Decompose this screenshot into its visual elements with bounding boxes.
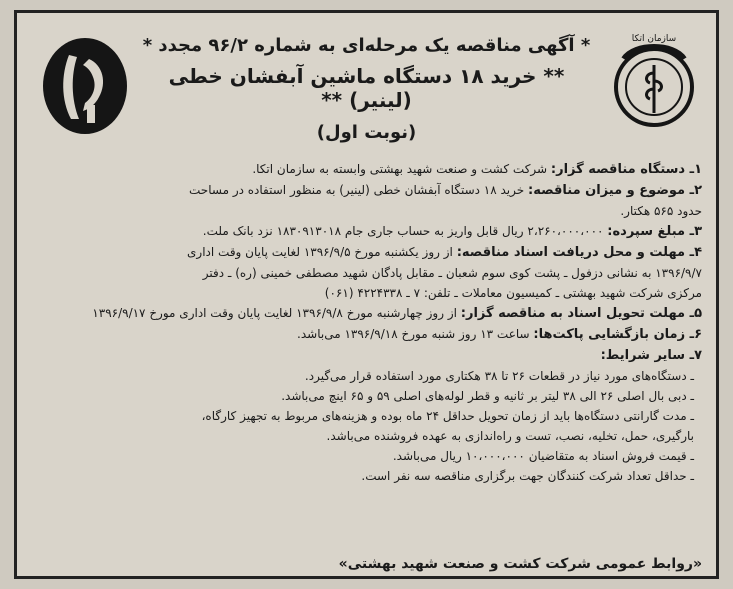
section-2-text: خرید ۱۸ دستگاه آبفشان خطی (لینیر) به منظور استفاده در مساحت — [189, 183, 525, 197]
section-3-label: ۳ـ مبلغ سپرده: — [607, 224, 702, 239]
section-5-label: ۵ـ مهلت تحویل اسناد به مناقصه گزار: — [460, 306, 702, 321]
advertisement-header — [137, 29, 596, 143]
condition-4: ـ قیمت فروش اسناد به متقاضیان ۱۰،۰۰۰،۰۰۰ ریال می‌باشد. — [392, 449, 694, 463]
section-7 — [31, 345, 702, 366]
condition-1: ـ دستگاه‌های مورد نیاز در قطعات ۲۶ تا ۳۸ هکتاری مورد استفاده قرار می‌گیرد. — [304, 369, 694, 383]
section-5 — [31, 303, 702, 324]
public-relations-signature: «روابط عمومی شرکت کشت و صنعت شهید بهشتی» — [338, 556, 702, 572]
logo-caption: سازمان اتکا — [631, 34, 677, 44]
etka-organization-logo-icon — [606, 29, 702, 139]
tender-subject-title: ** خرید ۱۸ دستگاه ماشین آبفشان خطی (لینیر) ** — [168, 64, 565, 112]
section-2-label: ۲ـ موضوع و میزان مناقصه: — [528, 183, 702, 198]
section-1-text: شرکت کشت و صنعت شهید بهشتی وابسته به سازمان اتکا. — [252, 162, 548, 176]
advertisement-frame — [14, 10, 719, 579]
section-1 — [31, 159, 702, 180]
section-6 — [31, 324, 702, 345]
section-5-text: از روز چهارشنبه مورخ ۱۳۹۶/۹/۸ لغایت پایان وقت اداری مورخ ۱۳۹۶/۹/۱۷ — [92, 306, 457, 320]
condition-2: ـ دبی بال اصلی ۲۶ الی ۳۸ لیتر بر ثانیه و قطر لوله‌های اصلی ۵۹ و ۶۵ اینچ می‌باشد. — [281, 389, 694, 403]
section-4 — [31, 242, 702, 263]
section-4-text: از روز یکشنبه مورخ ۱۳۹۶/۹/۵ لغایت پایان وقت اداری — [187, 245, 453, 259]
section-2 — [31, 180, 702, 201]
section-3 — [31, 221, 702, 242]
condition-3-continued: بارگیری، حمل، تخلیه، نصب، تست و راه‌اندازی به عهده فروشنده می‌باشد. — [326, 429, 694, 443]
condition-5: ـ حداقل تعداد شرکت کنندگان جهت برگزاری مناقصه سه نفر است. — [361, 469, 694, 483]
section-4-contact: مرکزی شرکت شهید بهشتی ـ کمیسیون معاملات ـ تلفن: ۷ ـ ۴۲۲۴۳۳۸ (۰۶۱) — [324, 286, 702, 300]
section-2-continued: حدود ۵۶۵ هکتار. — [620, 204, 702, 218]
condition-3: ـ مدت گارانتی دستگاه‌ها باید از زمان تحویل حداقل ۲۴ ماه بوده و هزینه‌های مربوط به تجهیز کارگاه، — [201, 409, 694, 423]
tender-title: * آگهی مناقصه یک مرحله‌ای به شماره ۹۶/۲ مجدد * — [142, 35, 591, 56]
section-7-label: ۷ـ سایر شرایط: — [600, 348, 702, 363]
section-1-label: ۱ـ دستگاه مناقصه گزار: — [550, 162, 702, 177]
section-6-label: ۶ـ زمان بازگشایی پاکت‌ها: — [533, 327, 702, 342]
section-3-text: ۲،۲۶۰،۰۰۰،۰۰۰ ریال قابل واریز به حساب جاری جام ۱۸۳۰۹۱۳۰۱۸ نزد بانک ملت. — [202, 224, 604, 238]
company-logo-icon — [39, 35, 131, 137]
tender-details — [31, 159, 702, 486]
section-4-address: ۱۳۹۶/۹/۷ به نشانی دزفول ـ پشت کوی سوم شعبان ـ مقابل پادگان شهید مصطفی خمینی (ره) ـ دفتر — [202, 266, 702, 280]
section-6-text: ساعت ۱۳ روز شنبه مورخ ۱۳۹۶/۹/۱۸ می‌باشد. — [297, 327, 530, 341]
section-4-label: ۴ـ مهلت و محل دریافت اسناد مناقصه: — [456, 245, 702, 260]
publication-round: (نوبت اول) — [316, 122, 417, 143]
